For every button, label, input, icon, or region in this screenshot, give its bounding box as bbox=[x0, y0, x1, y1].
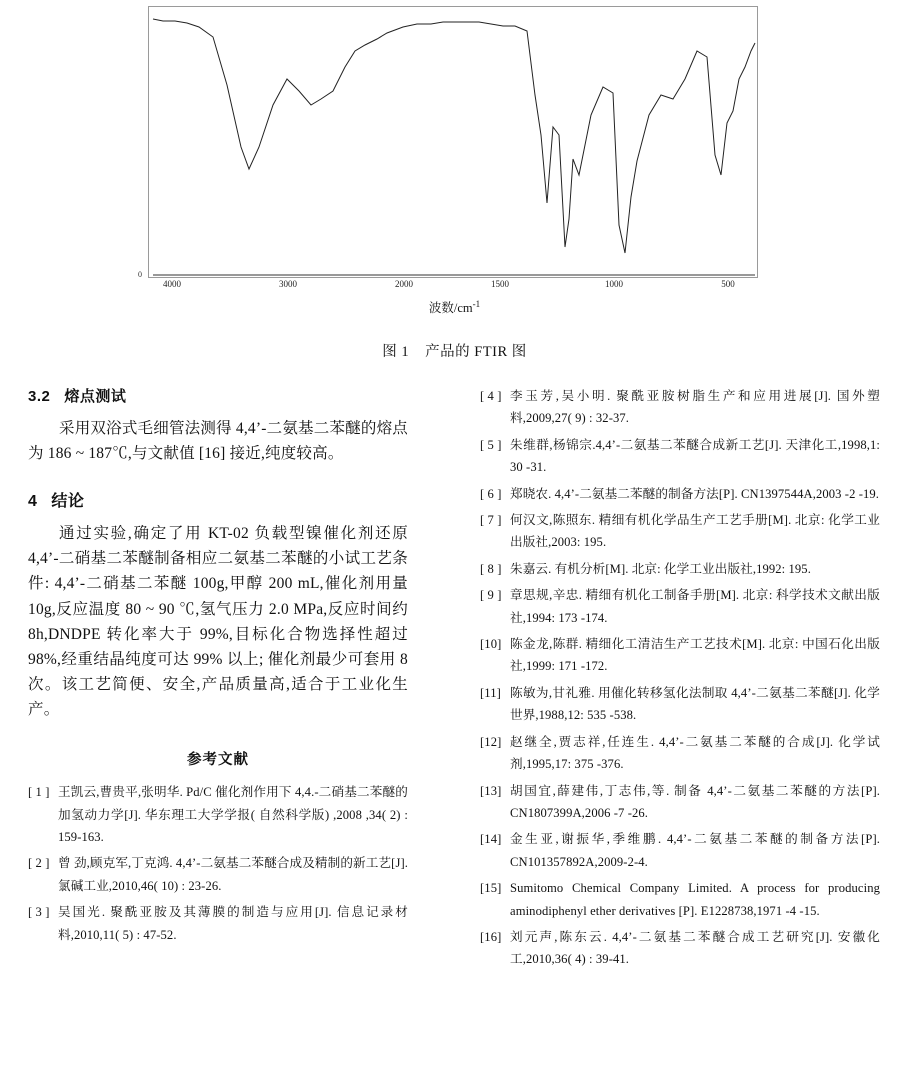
xtick-1500: 1500 bbox=[491, 279, 509, 289]
reference-marker: [12] bbox=[480, 734, 502, 749]
figure-caption bbox=[0, 340, 909, 361]
reference-marker: [ 9 ] bbox=[480, 588, 502, 603]
reference-text: 金生亚,谢振华,季维鹏. 4,4’-二氨基二苯醚的制备方法[P]. CN101357892A,2009-2-4. bbox=[510, 832, 880, 869]
reference-item bbox=[480, 558, 880, 580]
reference-marker: [15] bbox=[480, 881, 502, 896]
reference-marker: [ 6 ] bbox=[480, 486, 502, 501]
reference-item bbox=[28, 781, 408, 848]
references-list-right bbox=[480, 385, 880, 971]
reference-text: 胡国宜,薛建伟,丁志伟,等. 制备 4,4’-二氨基二苯醚的方法[P]. CN1807399A,2006 -7 -26. bbox=[510, 783, 880, 820]
reference-item bbox=[480, 483, 880, 505]
reference-marker: [ 1 ] bbox=[28, 785, 50, 800]
reference-item bbox=[480, 877, 880, 922]
reference-marker: [14] bbox=[480, 832, 502, 847]
paragraph-3-2: 采用双浴式毛细管法测得 4,4’-二氨基二苯醚的熔点为 186 ~ 187℃,与文献值 [16] 接近,纯度较高。 bbox=[28, 420, 408, 463]
reference-item bbox=[480, 633, 880, 678]
spectrum-plot bbox=[149, 7, 757, 277]
reference-marker: [ 2 ] bbox=[28, 856, 50, 871]
reference-item bbox=[480, 731, 880, 776]
reference-text: Sumitomo Chemical Company Limited. A process for producing aminodiphenyl ether derivatives [P]. E1228738,1971 -4 -15. bbox=[510, 881, 880, 918]
body-columns bbox=[0, 385, 909, 1085]
reference-text: 何汉文,陈照东. 精细有机化学品生产工艺手册[M]. 北京: 化学工业出版社,2003: 195. bbox=[510, 513, 880, 550]
x-axis-label-text: 波数/cm bbox=[428, 301, 473, 315]
reference-text: 陈敏为,甘礼雅. 用催化转移氢化法制取 4,4’-二氨基二苯醚[J]. 化学世界,1988,12: 535 -538. bbox=[510, 685, 880, 723]
reference-item bbox=[480, 828, 880, 873]
reference-text: 刘元声,陈东云. 4,4’-二氨基二苯醚合成工艺研究[J]. 安徽化工,2010,36( 4) : 39-41. bbox=[510, 929, 880, 967]
section-title-4: 结论 bbox=[51, 493, 85, 511]
reference-text: 朱嘉云. 有机分析[M]. 北京: 化学工业出版社,1992: 195. bbox=[510, 561, 811, 576]
reference-marker: [ 5 ] bbox=[480, 437, 502, 452]
section-heading-4 bbox=[28, 488, 408, 511]
ftir-spectrum-chart bbox=[148, 6, 758, 278]
section-number-3-2: 3.2 bbox=[28, 388, 51, 405]
reference-text: 李玉芳,吴小明. 聚酰亚胺树脂生产和应用进展[J]. 国外塑料,2009,27( 9) : 32-37. bbox=[510, 389, 880, 426]
reference-item bbox=[28, 852, 408, 897]
reference-marker: [ 3 ] bbox=[28, 905, 50, 920]
right-column bbox=[480, 385, 880, 975]
reference-item bbox=[480, 385, 880, 430]
reference-item bbox=[480, 780, 880, 825]
reference-text: 陈金龙,陈群. 精细化工清洁生产工艺技术[M]. 北京: 中国石化出版社,1999: 171 -172. bbox=[510, 637, 880, 674]
reference-marker: [11] bbox=[480, 685, 501, 700]
reference-text: 赵继全,贾志祥,任连生. 4,4’-二氨基二苯醚的合成[J]. 化学试剂,1995,17: 375 -376. bbox=[510, 734, 880, 772]
xtick-2000: 2000 bbox=[395, 279, 413, 289]
reference-marker: [ 7 ] bbox=[480, 513, 502, 528]
reference-text: 章思规,辛忠. 精细有机化工制备手册[M]. 北京: 科学技术文献出版社,1994: 173 -174. bbox=[510, 588, 880, 625]
section-number-4: 4 bbox=[28, 493, 38, 511]
figure-caption-text: 产品的 FTIR 图 bbox=[425, 344, 527, 360]
reference-text: 王凯云,曹贵平,张明华. Pd/C 催化剂作用下 4,4.-二硝基二苯醚的加氢动力学[J]. 华东理工大学学报( 自然科学版) ,2008 ,34( 2) : 159-163. bbox=[58, 785, 408, 844]
reference-text: 郑晓农. 4,4’-二氨基二苯醚的制备方法[P]. CN1397544A,2003 -2 -19. bbox=[510, 486, 880, 501]
x-axis-label bbox=[0, 298, 909, 316]
reference-item bbox=[28, 901, 408, 946]
section-heading-3-2 bbox=[28, 385, 408, 406]
reference-item bbox=[480, 926, 880, 971]
paragraph-4: 通过实验,确定了用 KT-02 负载型镍催化剂还原 4,4’-二硝基二苯醚制备相应二氨基二苯醚的小试工艺条件: 4,4’-二硝基二苯醚 100g,甲醇 200 mL,催化剂用量 10g,反应温度 80 ~ 90 ℃,氢气压力 2.0 MPa,反应时间约 8h,DNDPE 转化率大于 99%,目标化合物选择性超过 98%,经重结晶纯度可达 99% 以上; 催化剂最少可套用 8 次。该工艺简便、安全,产品质量高,适合于工业化生产。 bbox=[28, 525, 408, 718]
reference-text: 朱维群,杨锦宗.4,4’-二氨基二苯醚合成新工艺[J]. 天津化工,1998,1: 30 -31. bbox=[510, 437, 880, 475]
reference-text: 吴国光. 聚酰亚胺及其薄膜的制造与应用[J]. 信息记录材料,2010,11( 5) : 47-52. bbox=[58, 905, 408, 942]
figure-caption-label: 图 1 bbox=[382, 344, 410, 360]
xtick-1000: 1000 bbox=[605, 279, 623, 289]
reference-item bbox=[480, 682, 880, 727]
references-list-left bbox=[28, 781, 408, 946]
reference-marker: [16] bbox=[480, 929, 502, 944]
reference-marker: [13] bbox=[480, 783, 502, 798]
reference-marker: [ 8 ] bbox=[480, 561, 502, 576]
x-axis-tick-labels bbox=[148, 279, 758, 295]
xtick-4000: 4000 bbox=[163, 279, 181, 289]
x-axis-label-exponent: -1 bbox=[472, 298, 481, 309]
figure-region bbox=[0, 0, 909, 320]
left-column bbox=[28, 385, 408, 950]
reference-item bbox=[480, 434, 880, 479]
section-title-3-2: 熔点测试 bbox=[64, 388, 127, 405]
reference-item bbox=[480, 584, 880, 629]
reference-marker: [10] bbox=[480, 637, 502, 652]
xtick-3000: 3000 bbox=[279, 279, 297, 289]
reference-marker: [ 4 ] bbox=[480, 389, 502, 403]
y-axis-zero-label: 0 bbox=[138, 270, 142, 279]
reference-item bbox=[480, 509, 880, 554]
references-heading: 参考文献 bbox=[187, 752, 249, 769]
reference-text: 曾 劲,顾克军,丁克鸿. 4,4’-二氨基二苯醚合成及精制的新工艺[J]. 氯碱工业,2010,46( 10) : 23-26. bbox=[58, 856, 408, 893]
xtick-500: 500 bbox=[721, 279, 735, 289]
